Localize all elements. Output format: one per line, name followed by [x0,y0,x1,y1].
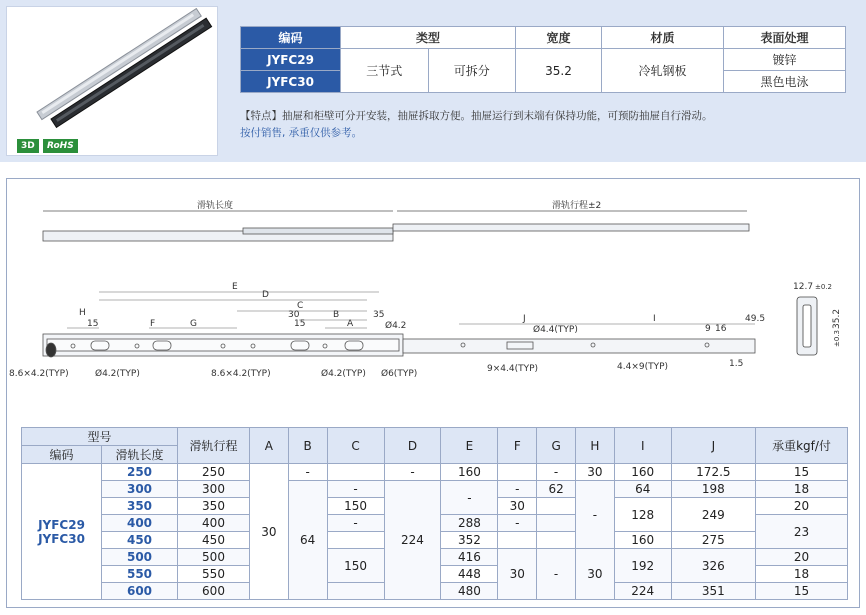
th-model: 型号 [22,428,178,446]
th-D: D [384,428,441,464]
dim-I: I [653,314,656,324]
cell-I: 64 [614,481,671,498]
dim-15a: 15 [87,319,99,329]
cell-F: - [498,481,537,498]
badge-3d: 3D [17,139,39,153]
cell-G [537,515,576,532]
row-length: 500 [102,549,178,566]
row-travel: 550 [178,566,250,583]
th-I: I [614,428,671,464]
spec-table [240,26,846,93]
spec-header-width: 宽度 [516,27,602,49]
cell-load: 23 [756,515,848,549]
cell-load: 15 [756,464,848,481]
dim-D: D [262,290,269,300]
cell-D: - [384,464,441,481]
row-length: 400 [102,515,178,532]
slide-rail-image [7,7,219,157]
cell-G [537,498,576,515]
th-B: B [288,428,327,464]
row-length: 450 [102,532,178,549]
cell-J: 351 [671,583,755,600]
cell-C [327,583,384,600]
th-J: J [671,428,755,464]
feature-note: 【特点】抽屉和柜壁可分开安装，抽屉拆取方便。抽屉运行到末端有保持功能，可预防抽屉自行滑动。 [240,110,713,122]
dim-35-2-tol: ±0.3 [833,330,841,347]
row-travel: 350 [178,498,250,515]
cell-E: 416 [441,549,498,566]
row-travel: 500 [178,549,250,566]
rail-side-view [43,334,755,357]
dim-30: 30 [288,310,300,320]
cell-C [327,532,384,549]
row-length: 600 [102,583,178,600]
cell-F: - [498,515,537,532]
cell-C: 150 [327,549,384,583]
dim-49-5: 49.5 [745,314,766,324]
dimension-table [21,427,848,600]
callout-hole-4-4: Ø4.4(TYP) [533,325,578,335]
th-length: 滑轨长度 [102,446,178,464]
callout-hole-4-2: Ø4.2 [385,321,407,331]
spec-finish: 黑色电泳 [724,71,846,93]
cell-C: - [327,481,384,498]
spec-material: 冷轧钢板 [602,49,724,93]
cell-E: 288 [441,515,498,532]
technical-drawing [7,179,859,424]
cell-F: 30 [498,498,537,515]
cell-I: 192 [614,549,671,583]
spec-header-type: 类型 [341,27,516,49]
product-photo [6,6,218,156]
rail-top-view [43,211,749,241]
spec-width: 35.2 [516,49,602,93]
spec-header-finish: 表面处理 [724,27,846,49]
cell-G [537,532,576,549]
label-rail-travel: 滑轨行程±2 [552,201,602,211]
cell-F: 30 [498,549,537,600]
dim-A: A [347,319,354,329]
cell-load: 15 [756,583,848,600]
spec-type-2: 可拆分 [428,49,516,93]
cell-E: - [441,481,498,515]
cell-E: 480 [441,583,498,600]
spec-header-code: 编码 [241,27,341,49]
row-travel: 600 [178,583,250,600]
th-C: C [327,428,384,464]
cell-I: 128 [614,498,671,532]
cell-H: 30 [575,549,614,600]
cell-H: 30 [575,464,614,481]
callout-slot-4-4x9: 4.4×9(TYP) [617,362,669,372]
callout-hole-6: Ø6(TYP) [381,369,418,379]
col-D-value: 224 [384,481,441,600]
dim-35: 35 [373,310,385,320]
cell-C [327,464,384,481]
th-travel: 滑轨行程 [178,428,250,464]
th-A: A [250,428,289,464]
group-codes: JYFC29 JYFC30 [22,464,102,600]
cell-B: - [288,464,327,481]
col-B-value: 64 [288,481,327,600]
dim-12-7: 12.7 [793,282,814,292]
profile-cross-section [797,297,817,355]
cell-J: 326 [671,549,755,583]
row-length: 300 [102,481,178,498]
dim-J: J [523,314,526,324]
row-travel: 300 [178,481,250,498]
cell-load: 18 [756,566,848,583]
spec-finish: 镀锌 [724,49,846,71]
cell-F [498,464,537,481]
cell-G: - [537,464,576,481]
callout-slot-8-6: 8.6×4.2(TYP) [9,369,69,379]
th-F: F [498,428,537,464]
technical-drawing-panel [6,178,860,608]
cell-J: 198 [671,481,755,498]
dim-G: G [190,319,197,329]
th-G: G [537,428,576,464]
callout-slot-8-6-b: 8.6×4.2(TYP) [211,369,271,379]
cell-E: 352 [441,532,498,549]
row-length: 250 [102,464,178,481]
dim-12-7-tol: ±0.2 [815,283,832,291]
cell-J: 275 [671,532,755,549]
dim-1-5: 1.5 [729,359,744,369]
cell-H: - [575,481,614,549]
row-travel: 450 [178,532,250,549]
dim-H: H [79,308,86,318]
spec-code: JYFC30 [241,71,341,93]
product-header [0,0,866,162]
cell-G: - [537,549,576,600]
dim-E: E [232,282,238,292]
dim-35-2: 35.2 [832,308,842,329]
spec-header-material: 材质 [602,27,724,49]
cell-I: 160 [614,532,671,549]
callout-hole-4-2-typ: Ø4.2(TYP) [95,369,140,379]
cell-C: 150 [327,498,384,515]
callout-slot-9x4-4: 9×4.4(TYP) [487,364,539,374]
dim-C: C [297,301,304,311]
label-rail-length: 滑轨长度 [197,201,234,211]
dim-15b: 15 [294,319,306,329]
th-load: 承重kgf/付 [756,428,848,464]
cell-F [498,532,537,549]
th-H: H [575,428,614,464]
cell-load: 20 [756,498,848,515]
cell-I: 224 [614,583,671,600]
row-length: 350 [102,498,178,515]
cell-I: 160 [614,464,671,481]
dim-F: F [150,319,156,329]
col-A-value: 30 [250,464,289,600]
cell-E: 448 [441,566,498,583]
cell-E: 160 [441,464,498,481]
dim-9: 9 [705,324,711,334]
row-travel: 400 [178,515,250,532]
row-travel: 250 [178,464,250,481]
dim-16: 16 [715,324,727,334]
cell-load: 18 [756,481,848,498]
callout-hole-4-2-typ-b: Ø4.2(TYP) [321,369,366,379]
badge-rohs: RoHS [43,139,78,153]
cell-load: 20 [756,549,848,566]
row-length: 550 [102,566,178,583]
dim-B: B [333,310,340,320]
cell-J: 172.5 [671,464,755,481]
cell-C: - [327,515,384,532]
cell-J: 249 [671,498,755,532]
sales-note: 按付销售, 承重仅供参考。 [240,127,363,139]
spec-code: JYFC29 [241,49,341,71]
th-E: E [441,428,498,464]
spec-type-1: 三节式 [341,49,429,93]
cell-G: 62 [537,481,576,498]
th-code: 编码 [22,446,102,464]
